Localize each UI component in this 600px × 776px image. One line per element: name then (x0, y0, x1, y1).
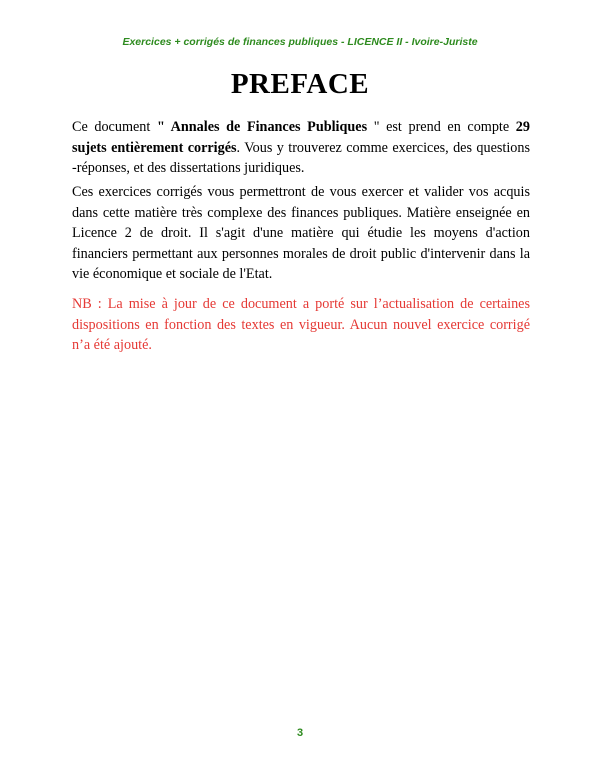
intro-text-3: . Vous y trouverez comme exercices, des questions -réponses, et des dissertations juridiques. (72, 139, 530, 176)
update-note: NB : La mise à jour de ce document a porté sur l’actualisation de certaines dispositions en fonction des textes en vigueur. Aucun nouvel exercice corrigé n’a été ajouté. (72, 296, 530, 353)
page-title: PREFACE (230, 68, 370, 100)
subjects-count-bold: 29 sujets entièrement corrigés (72, 119, 530, 156)
page-number: 3 (296, 727, 304, 739)
description-paragraph: Ces exercices corrigés vous permettront de vous exercer et valider vos acquis dans cette matière très complexe des finances publiques. Matière enseignée en Licence 2 de droit. Il s'agit d'une matière qui étudie les moyens d'action financiers permettant aux personnes morales de droit public d'intervenir dans la vie économique et sociale de l'Etat. (72, 184, 530, 282)
running-header: Exercices + corrigés de finances publiques - LICENCE II - Ivoire-Juriste (122, 36, 478, 48)
intro-paragraph (72, 117, 530, 179)
intro-text-2: " est prend en compte (373, 119, 516, 135)
intro-text-1: Ce document (72, 119, 157, 135)
document-title-bold: " Annales de Finances Publiques (156, 119, 374, 135)
